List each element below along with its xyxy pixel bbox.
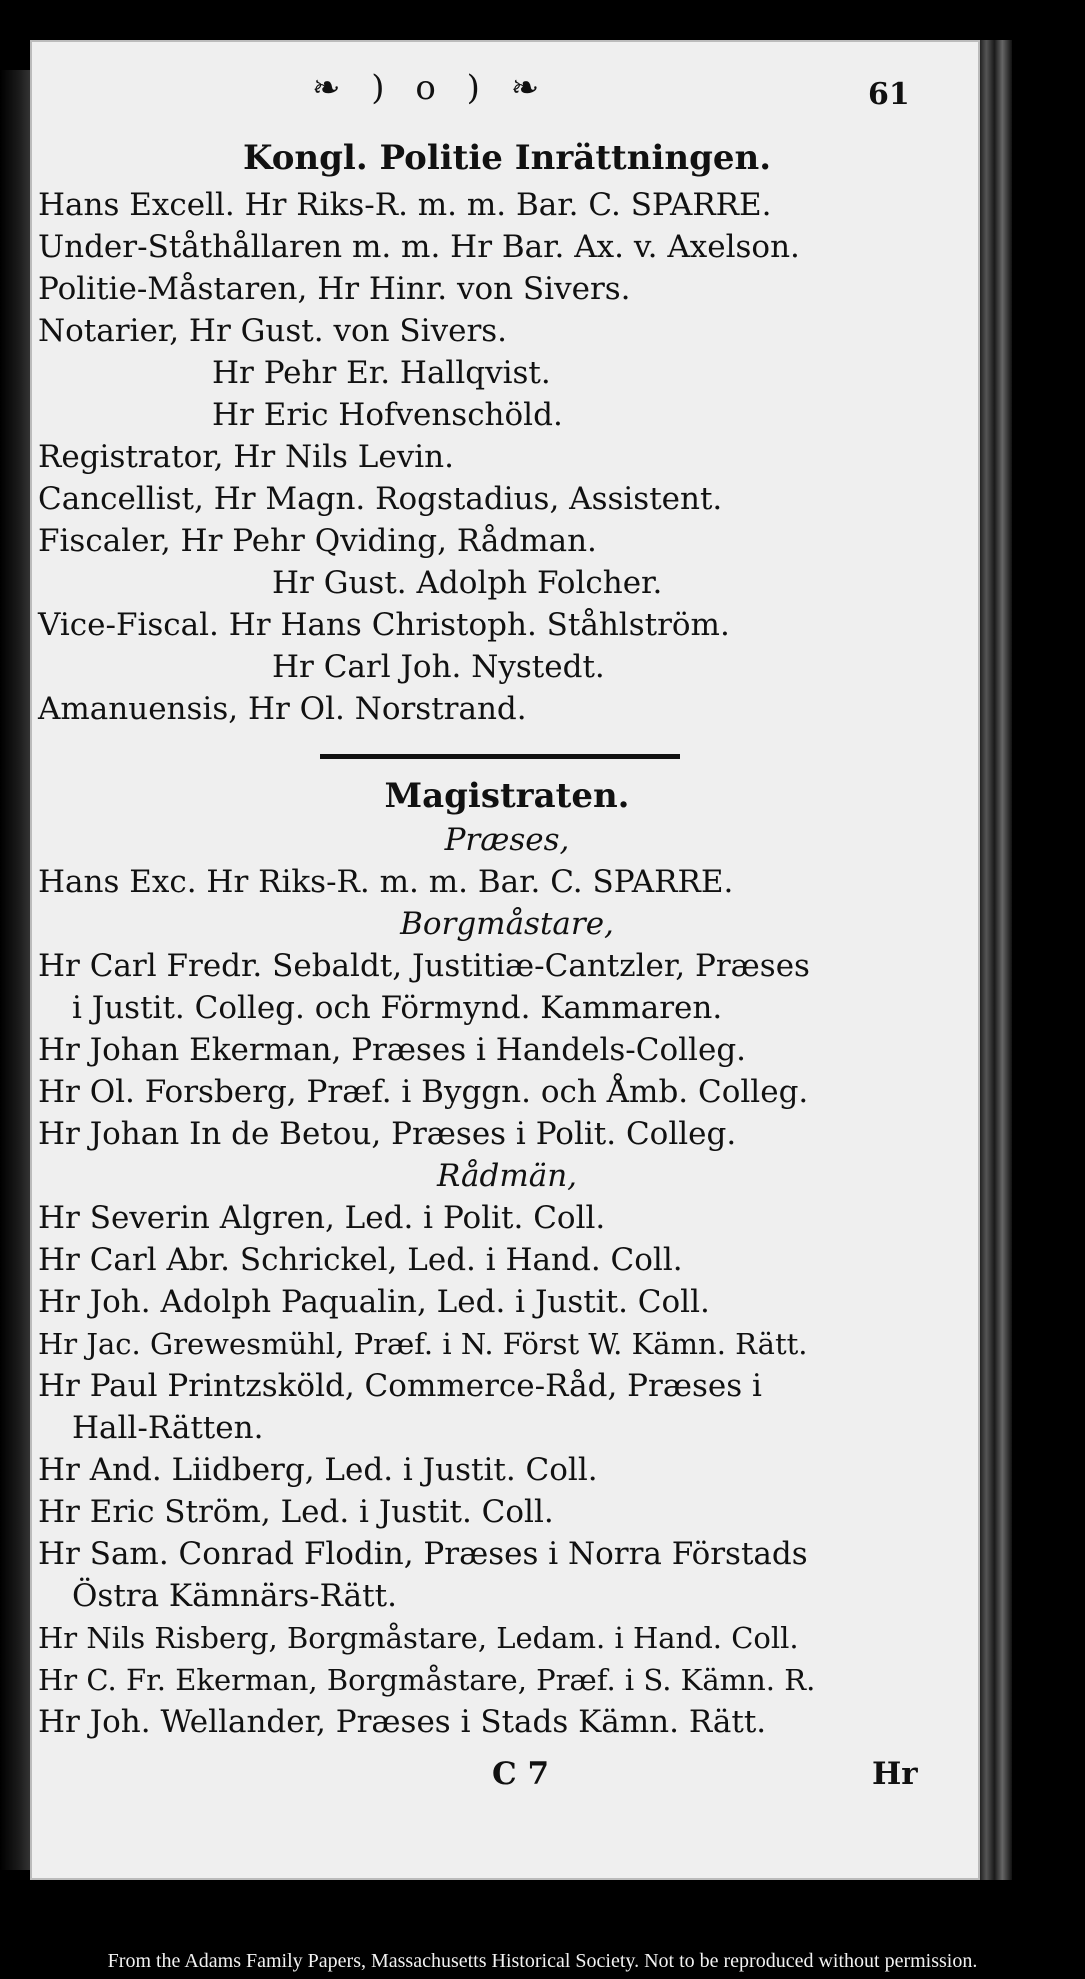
book-spine	[980, 40, 1012, 1880]
borgmastare-line: Hr Ol. Forsberg, Præf. i Byggn. och Åmb. Colleg.	[38, 1074, 809, 1110]
politie-line: Hr Gust. Adolph Folcher.	[272, 565, 663, 601]
radman-line: Hr Jac. Grewesmühl, Præf. i N. Först W. Kämn. Rätt.	[38, 1327, 808, 1361]
politie-line: Politie-Måstaren, Hr Hinr. von Sivers.	[38, 271, 631, 307]
politie-line: Hr Eric Hofvenschöld.	[212, 397, 563, 433]
politie-line: Cancellist, Hr Magn. Rogstadius, Assistent.	[38, 481, 723, 517]
politie-line: Amanuensis, Hr Ol. Norstrand.	[38, 691, 527, 727]
radman-line: Hr Paul Printzsköld, Commerce-Råd, Præses i	[38, 1368, 762, 1404]
book-left-edge	[0, 70, 30, 1870]
borgmastare-line: Hr Johan In de Betou, Præses i Polit. Colleg.	[38, 1116, 737, 1152]
borgmastare-line: Hr Johan Ekerman, Præses i Handels-Colleg.	[38, 1032, 747, 1068]
archive-credit: From the Adams Family Papers, Massachusetts Historical Society. Not to be reproduced without permission.	[107, 1950, 978, 1972]
page-ornament: ❧ ) o ) ❧	[312, 68, 550, 108]
radman-line: Hr Sam. Conrad Flodin, Præses i Norra Förstads	[38, 1536, 808, 1572]
politie-line: Under-Ståthållaren m. m. Hr Bar. Ax. v. Axelson.	[38, 229, 800, 265]
radman-heading: Rådmän,	[436, 1158, 578, 1194]
page-number: 61	[868, 77, 910, 112]
politie-line: Hr Pehr Er. Hallqvist.	[212, 355, 551, 391]
section-divider	[320, 754, 680, 759]
radman-line: Hr Joh. Wellander, Præses i Stads Kämn. Rätt.	[38, 1704, 767, 1740]
signature-mark: C 7	[492, 1756, 550, 1792]
radman-line: Hr C. Fr. Ekerman, Borgmåstare, Præf. i S. Kämn. R.	[38, 1663, 816, 1697]
politie-line: Fiscaler, Hr Pehr Qviding, Rådman.	[38, 523, 597, 559]
radman-line: Hr Eric Ström, Led. i Justit. Coll.	[38, 1494, 554, 1530]
praeses-line: Hans Exc. Hr Riks-R. m. m. Bar. C. SPARRE.	[38, 864, 734, 900]
radman-line: Hr Nils Risberg, Borgmåstare, Ledam. i Hand. Coll.	[38, 1621, 799, 1655]
radman-line: Östra Kämnärs-Rätt.	[72, 1578, 397, 1614]
politie-line: Hans Excell. Hr Riks-R. m. m. Bar. C. SPARRE.	[38, 187, 772, 223]
radman-line: Hr Joh. Adolph Paqualin, Led. i Justit. Coll.	[38, 1284, 710, 1320]
politie-line: Registrator, Hr Nils Levin.	[38, 439, 454, 475]
book-page	[30, 40, 980, 1880]
borgmastare-heading: Borgmåstare,	[400, 906, 614, 942]
politie-line: Vice-Fiscal. Hr Hans Christoph. Ståhlström.	[38, 607, 730, 643]
radman-line: Hr And. Liidberg, Led. i Justit. Coll.	[38, 1452, 598, 1488]
borgmastare-line: i Justit. Colleg. och Förmynd. Kammaren.	[72, 990, 723, 1026]
section-title-politie: Kongl. Politie Inrättningen.	[242, 138, 772, 178]
catchword: Hr	[872, 1756, 918, 1792]
politie-line: Hr Carl Joh. Nystedt.	[272, 649, 605, 685]
radman-line: Hall-Rätten.	[72, 1410, 264, 1446]
radman-line: Hr Carl Abr. Schrickel, Led. i Hand. Coll.	[38, 1242, 683, 1278]
praeses-heading: Præses,	[444, 822, 570, 858]
radman-line: Hr Severin Algren, Led. i Polit. Coll.	[38, 1200, 606, 1236]
section-title-magistraten: Magistraten.	[384, 776, 630, 816]
politie-line: Notarier, Hr Gust. von Sivers.	[38, 313, 508, 349]
borgmastare-line: Hr Carl Fredr. Sebaldt, Justitiæ-Cantzler, Præses	[38, 948, 810, 984]
